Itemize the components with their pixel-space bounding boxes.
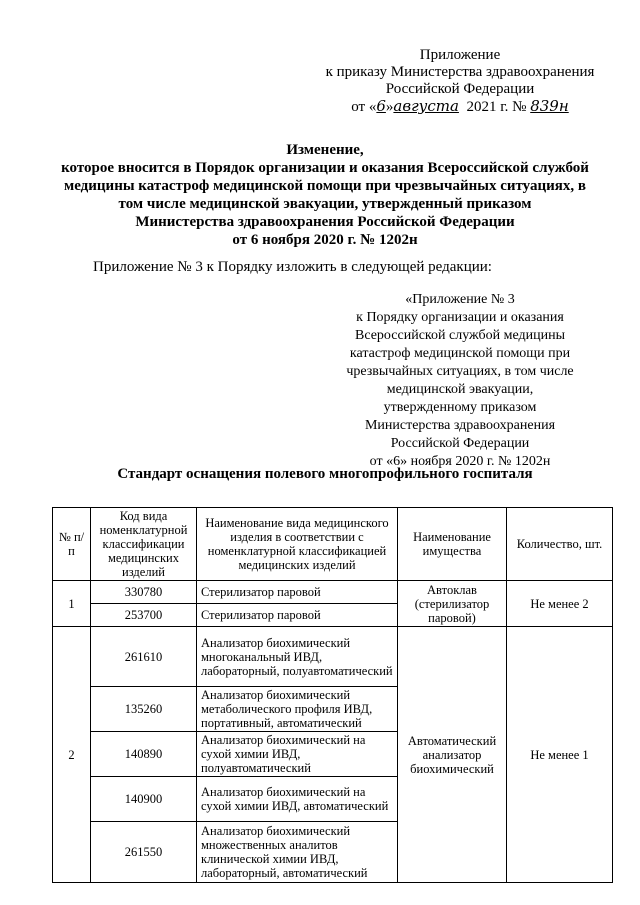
row-number: 2 bbox=[53, 627, 91, 883]
title-line: которое вносится в Порядок организации и оказания Всероссийской службой bbox=[61, 160, 589, 176]
property-cell: Автоматический анализатор биохимический bbox=[398, 627, 507, 883]
header-cell: Наименование имущества bbox=[398, 508, 507, 581]
intro-paragraph: Приложение № 3 к Порядку изложить в следующей редакции: bbox=[93, 259, 492, 275]
table-row bbox=[53, 627, 613, 687]
appendix-block bbox=[330, 291, 590, 471]
header-cell: Код вида номенклатурной классификации медицинских изделий bbox=[91, 508, 197, 581]
name-cell: Анализатор биохимический множественных аналитов клинической химии ИВД, лабораторный, автоматический bbox=[197, 822, 398, 883]
header-cell: № п/п bbox=[53, 508, 91, 581]
document-title bbox=[40, 141, 610, 249]
appendix-line: катастроф медицинской помощи при bbox=[349, 346, 571, 361]
date-year: 2021 г. № bbox=[466, 99, 527, 115]
appendix-line: Российской Федерации bbox=[390, 436, 530, 451]
name-cell: Стерилизатор паровой bbox=[197, 604, 398, 627]
title-line: Министерства здравоохранения Российской Федерации bbox=[135, 214, 515, 230]
appendix-line: Всероссийской службой медицины bbox=[355, 328, 565, 343]
handwritten-month: августа bbox=[393, 97, 459, 115]
name-cell: Стерилизатор паровой bbox=[197, 581, 398, 604]
title-line: Изменение, bbox=[286, 142, 364, 158]
header-line: Российской Федерации bbox=[385, 81, 535, 97]
name-cell: Анализатор биохимический метаболического профиля ИВД, портативный, автоматический bbox=[197, 687, 398, 732]
appendix-line: «Приложение № 3 bbox=[405, 292, 515, 307]
row-number: 1 bbox=[53, 581, 91, 627]
appendix-line: медицинской эвакуации, bbox=[386, 382, 534, 397]
header-line: к приказу Министерства здравоохранения bbox=[325, 64, 595, 80]
appendix-line: к Порядку организации и оказания bbox=[356, 310, 564, 325]
handwritten-number: 839н bbox=[530, 97, 569, 115]
title-line: медицины катастроф медицинской помощи при чрезвычайных ситуациях, в bbox=[64, 178, 586, 194]
header-line: Приложение bbox=[419, 47, 501, 63]
standard-title: Стандарт оснащения полевого многопрофильного госпиталя bbox=[117, 466, 533, 482]
name-cell: Анализатор биохимический многоканальный ИВД, лабораторный, полуавтоматический bbox=[197, 627, 398, 687]
header-cell: Наименование вида медицинского изделия в соответствии с номенклатурной классификацией медицинских изделий bbox=[197, 508, 398, 581]
appendix-line: от «6» ноября 2020 г. № 1202н bbox=[369, 454, 551, 469]
quantity-cell: Не менее 2 bbox=[507, 581, 613, 627]
appendix-line: чрезвычайных ситуациях, в том числе bbox=[346, 364, 574, 379]
name-cell: Анализатор биохимический на сухой химии ИВД, полуавтоматический bbox=[197, 732, 398, 777]
appendix-line: Министерства здравоохранения bbox=[364, 418, 556, 433]
code-cell: 253700 bbox=[91, 604, 197, 627]
equipment-table bbox=[52, 507, 613, 883]
code-cell: 135260 bbox=[91, 687, 197, 732]
code-cell: 261610 bbox=[91, 627, 197, 687]
property-cell: Автоклав (стерилизатор паровой) bbox=[398, 581, 507, 627]
quantity-cell: Не менее 1 bbox=[507, 627, 613, 883]
title-line: от 6 ноября 2020 г. № 1202н bbox=[232, 232, 418, 248]
date-mid: » bbox=[385, 99, 394, 115]
code-cell: 330780 bbox=[91, 581, 197, 604]
order-date-line bbox=[300, 98, 620, 116]
date-prefix: от « bbox=[351, 99, 377, 115]
code-cell: 140900 bbox=[91, 777, 197, 822]
appendix-line: утвержденному приказом bbox=[383, 400, 537, 415]
table-row bbox=[53, 581, 613, 604]
handwritten-day: 6 bbox=[376, 97, 386, 115]
title-line: том числе медицинской эвакуации, утвержденный приказом bbox=[118, 196, 532, 212]
code-cell: 140890 bbox=[91, 732, 197, 777]
table-header-row bbox=[53, 508, 613, 581]
name-cell: Анализатор биохимический на сухой химии ИВД, автоматический bbox=[197, 777, 398, 822]
header-cell: Количество, шт. bbox=[507, 508, 613, 581]
order-header bbox=[300, 47, 620, 116]
code-cell: 261550 bbox=[91, 822, 197, 883]
